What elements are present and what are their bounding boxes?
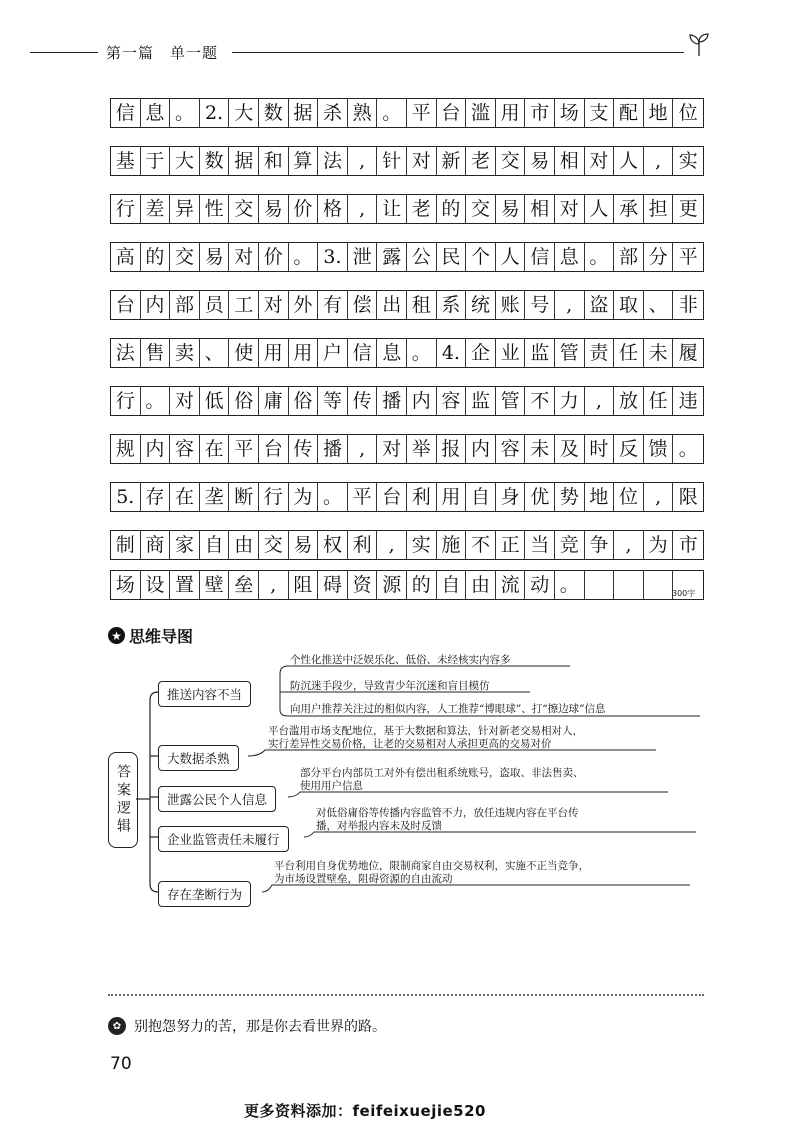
essay-cell: 传 bbox=[289, 435, 319, 463]
essay-cell: 资 bbox=[348, 571, 378, 599]
mindmap-root bbox=[108, 752, 138, 848]
essay-cell: 价 bbox=[259, 243, 289, 271]
mindmap-branch-push-content: 推送内容不当 bbox=[158, 681, 251, 707]
essay-cell: 场 bbox=[111, 571, 141, 599]
essay-cell: 信 bbox=[525, 243, 555, 271]
essay-cell: 、 bbox=[200, 339, 230, 367]
essay-row bbox=[110, 570, 704, 600]
essay-cell: 当 bbox=[525, 531, 555, 559]
essay-cell: 用 bbox=[496, 99, 526, 127]
essay-cell: 举 bbox=[407, 435, 437, 463]
essay-cell: 在 bbox=[200, 435, 230, 463]
essay-cell: 管 bbox=[555, 339, 585, 367]
essay-row bbox=[110, 482, 704, 512]
essay-cell: 熟 bbox=[348, 99, 378, 127]
mindmap-branch-privacy-leak: 泄露公民个人信息 bbox=[158, 786, 276, 812]
essay-cell: 对 bbox=[259, 291, 289, 319]
essay-cell: 据 bbox=[229, 147, 259, 175]
essay-cell: 3. bbox=[318, 243, 348, 271]
essay-cell: 易 bbox=[259, 195, 289, 223]
essay-row bbox=[110, 194, 704, 224]
essay-cell: 更 bbox=[678, 197, 698, 220]
essay-row bbox=[110, 290, 704, 320]
essay-cell: 自 bbox=[437, 571, 467, 599]
header-rule-right bbox=[232, 52, 684, 53]
essay-cell: 存 bbox=[141, 483, 171, 511]
essay-cell: 于 bbox=[141, 147, 171, 175]
essay-cell: 差 bbox=[141, 195, 171, 223]
essay-cell: 高 bbox=[111, 243, 141, 271]
essay-cell: 露 bbox=[377, 243, 407, 271]
essay-cell: 数 bbox=[200, 147, 230, 175]
page-header bbox=[0, 30, 800, 60]
essay-row bbox=[110, 434, 704, 464]
essay-cell: 施 bbox=[437, 531, 467, 559]
essay-cell: 。 bbox=[318, 483, 348, 511]
essay-cell: 播 bbox=[318, 435, 348, 463]
essay-cell: 限 bbox=[678, 485, 698, 508]
essay-cell: 容 bbox=[496, 435, 526, 463]
essay-cell: 民 bbox=[437, 243, 467, 271]
essay-cell: 碍 bbox=[318, 571, 348, 599]
essay-row bbox=[110, 242, 704, 272]
essay-cell: 息 bbox=[141, 99, 171, 127]
essay-cell: 违 bbox=[678, 389, 698, 412]
essay-cell: 及 bbox=[555, 435, 585, 463]
essay-cell: 用 bbox=[289, 339, 319, 367]
essay-cell: , bbox=[555, 291, 585, 319]
essay-cell: 场 bbox=[555, 99, 585, 127]
essay-cell: 法 bbox=[318, 147, 348, 175]
essay-cell: 平 bbox=[348, 483, 378, 511]
essay-cell: 任 bbox=[644, 387, 674, 415]
essay-cell: 据 bbox=[289, 99, 319, 127]
essay-cell: , bbox=[585, 387, 615, 415]
essay-cell bbox=[644, 571, 674, 599]
essay-cell: 力 bbox=[555, 387, 585, 415]
essay-cell: 卖 bbox=[170, 339, 200, 367]
essay-cell: 台 bbox=[437, 99, 467, 127]
essay-cell: 商 bbox=[141, 531, 171, 559]
essay-cell: 内 bbox=[466, 435, 496, 463]
essay-cell: 4. bbox=[437, 339, 467, 367]
essay-cell: 台 bbox=[111, 291, 141, 319]
essay-cell: 格 bbox=[318, 195, 348, 223]
essay-cell: 实 bbox=[678, 149, 698, 172]
essay-cell: 自 bbox=[200, 531, 230, 559]
essay-cell bbox=[614, 571, 644, 599]
essay-cell: 阻 bbox=[289, 571, 319, 599]
essay-cell: 号 bbox=[525, 291, 555, 319]
essay-cell: 身 bbox=[496, 483, 526, 511]
essay-cell: 对 bbox=[407, 147, 437, 175]
essay-cell: 部 bbox=[170, 291, 200, 319]
essay-cell: 为 bbox=[644, 531, 674, 559]
essay-cell: 地 bbox=[644, 99, 674, 127]
essay-row bbox=[110, 386, 704, 416]
essay-cell: 不 bbox=[466, 531, 496, 559]
essay-cell: 。 bbox=[555, 571, 585, 599]
essay-cell: 、 bbox=[644, 291, 674, 319]
essay-cell: 统 bbox=[466, 291, 496, 319]
essay-cell: 垒 bbox=[229, 571, 259, 599]
essay-cell: 。 bbox=[141, 387, 171, 415]
essay-cell: , bbox=[644, 147, 674, 175]
essay-cell: 未 bbox=[644, 339, 674, 367]
essay-cell: 和 bbox=[259, 147, 289, 175]
essay-cell: 售 bbox=[141, 339, 171, 367]
essay-cell: 流 bbox=[496, 571, 526, 599]
essay-cell: 对 bbox=[585, 147, 615, 175]
essay-cell: 利 bbox=[348, 531, 378, 559]
essay-cell: 交 bbox=[259, 531, 289, 559]
essay-cell: 的 bbox=[141, 243, 171, 271]
essay-cell: 2. bbox=[200, 99, 230, 127]
essay-cell: 优 bbox=[525, 483, 555, 511]
essay-cell: 设 bbox=[141, 571, 171, 599]
essay-cell: 。 bbox=[585, 243, 615, 271]
word-count: 300字 bbox=[672, 589, 696, 598]
essay-cell: 基 bbox=[111, 147, 141, 175]
essay-cell: 自 bbox=[466, 483, 496, 511]
essay-cell: 交 bbox=[170, 243, 200, 271]
essay-cell: 承 bbox=[614, 195, 644, 223]
essay-cell: 壁 bbox=[200, 571, 230, 599]
mindmap-detail: 实行差异性交易价格，让老的交易相对人承担更高的交易对价 bbox=[268, 738, 552, 750]
essay-cell: 价 bbox=[289, 195, 319, 223]
essay-cell: 俗 bbox=[229, 387, 259, 415]
essay-cell: 担 bbox=[644, 195, 674, 223]
essay-cell: 家 bbox=[170, 531, 200, 559]
essay-cell: 数 bbox=[259, 99, 289, 127]
mindmap-detail: 为市场设置壁垒，阻碍资源的自由流动 bbox=[274, 873, 453, 885]
mindmap-detail: 对低俗庸俗等传播内容监管不力，放任违规内容在平台传 bbox=[316, 807, 579, 819]
essay-cell: 报 bbox=[437, 435, 467, 463]
star-badge-icon: ★ bbox=[108, 627, 125, 644]
essay-cell: 。 bbox=[678, 437, 698, 460]
mindmap-title: 思维导图 bbox=[129, 627, 194, 646]
essay-cell: 异 bbox=[170, 195, 200, 223]
essay-cell: 。 bbox=[289, 243, 319, 271]
essay-cell: 出 bbox=[377, 291, 407, 319]
essay-cell: 行 bbox=[111, 195, 141, 223]
essay-cell: 竞 bbox=[555, 531, 585, 559]
essay-cell: 动 bbox=[525, 571, 555, 599]
essay-cell: 配 bbox=[614, 99, 644, 127]
essay-cell: 偿 bbox=[348, 291, 378, 319]
essay-cell: 人 bbox=[585, 195, 615, 223]
essay-cell: 传 bbox=[348, 387, 378, 415]
essay-cell: 人 bbox=[496, 243, 526, 271]
essay-cell: , bbox=[348, 147, 378, 175]
essay-cell: 任 bbox=[614, 339, 644, 367]
essay-cell: 为 bbox=[289, 483, 319, 511]
essay-cell: 易 bbox=[289, 531, 319, 559]
essay-cell: 俗 bbox=[289, 387, 319, 415]
essay-cell: 算 bbox=[289, 147, 319, 175]
essay-cell: 庸 bbox=[259, 387, 289, 415]
essay-cell: 市 bbox=[525, 99, 555, 127]
essay-cell: 。 bbox=[377, 99, 407, 127]
mindmap-branch-monopoly: 存在垄断行为 bbox=[158, 881, 251, 907]
essay-cell: 位 bbox=[678, 101, 698, 124]
header-rule-left bbox=[30, 52, 98, 53]
essay-cell: 部 bbox=[614, 243, 644, 271]
essay-cell: 内 bbox=[407, 387, 437, 415]
essay-cell: 易 bbox=[200, 243, 230, 271]
mindmap-root-text: 答案逻辑 bbox=[115, 764, 131, 836]
essay-cell: 取 bbox=[614, 291, 644, 319]
essay-cell: 系 bbox=[437, 291, 467, 319]
motto bbox=[108, 1016, 386, 1036]
essay-cell: 争 bbox=[585, 531, 615, 559]
dotted-divider bbox=[108, 994, 704, 996]
mindmap-detail: 平台利用自身优势地位，限制商家自由交易权利，实施不正当竞争， bbox=[274, 860, 589, 872]
essay-cell: 放 bbox=[614, 387, 644, 415]
essay-cell: 由 bbox=[229, 531, 259, 559]
essay-cell: 台 bbox=[377, 483, 407, 511]
essay-cell: 。 bbox=[170, 99, 200, 127]
essay-cell: 信 bbox=[348, 339, 378, 367]
essay-cell: 势 bbox=[555, 483, 585, 511]
essay-cell: 台 bbox=[259, 435, 289, 463]
essay-cell: 老 bbox=[407, 195, 437, 223]
essay-cell: 泄 bbox=[348, 243, 378, 271]
mindmap-detail: 防沉迷手段少，导致青少年沉迷和盲目模仿 bbox=[290, 680, 490, 692]
essay-cell: 用 bbox=[259, 339, 289, 367]
essay-cell: 信 bbox=[111, 99, 141, 127]
essay-cell: 大 bbox=[170, 147, 200, 175]
essay-cell: 对 bbox=[555, 195, 585, 223]
essay-cell: 外 bbox=[289, 291, 319, 319]
essay-cell: , bbox=[259, 571, 289, 599]
essay-cell: 平 bbox=[678, 245, 698, 268]
essay-cell: 平 bbox=[407, 99, 437, 127]
essay-cell: 分 bbox=[644, 243, 674, 271]
essay-cell: 行 bbox=[111, 387, 141, 415]
essay-cell: , bbox=[377, 531, 407, 559]
mindmap-detail: 使用用户信息 bbox=[300, 780, 363, 792]
essay-cell: 源 bbox=[377, 571, 407, 599]
essay-cell: 5. bbox=[111, 483, 141, 511]
essay-cell: 交 bbox=[466, 195, 496, 223]
essay-cell: 户 bbox=[318, 339, 348, 367]
essay-cell: 由 bbox=[466, 571, 496, 599]
essay-cell: 对 bbox=[170, 387, 200, 415]
mindmap-detail: 平台滥用市场支配地位，基于大数据和算法，针对新老交易相对人， bbox=[268, 725, 583, 737]
mindmap-branch-big-data: 大数据杀熟 bbox=[158, 745, 239, 771]
essay-cell: 位 bbox=[614, 483, 644, 511]
mindmap-detail: 播，对举报内容未及时反馈 bbox=[316, 820, 442, 832]
essay-cell bbox=[585, 571, 615, 599]
essay-cell: 权 bbox=[318, 531, 348, 559]
essay-cell: 制 bbox=[111, 531, 141, 559]
essay-cell: 易 bbox=[496, 195, 526, 223]
essay-cell: 法 bbox=[111, 339, 141, 367]
essay-cell: 。 bbox=[407, 339, 437, 367]
essay-cell: 平 bbox=[229, 435, 259, 463]
footer-note: 更多资料添加：feifeixuejie520 bbox=[244, 1102, 486, 1120]
essay-cell: 履 bbox=[678, 341, 698, 364]
essay-cell: 播 bbox=[377, 387, 407, 415]
essay-cell: 低 bbox=[200, 387, 230, 415]
essay-cell: 对 bbox=[229, 243, 259, 271]
essay-cell: 老 bbox=[466, 147, 496, 175]
mindmap-detail: 个性化推送中泛娱乐化、低俗、未经核实内容多 bbox=[290, 654, 511, 666]
essay-cell: 大 bbox=[229, 99, 259, 127]
essay-cell: 市 bbox=[678, 533, 698, 556]
essay-cell: 内 bbox=[141, 435, 171, 463]
sprout-icon bbox=[686, 32, 712, 58]
mindmap-heading bbox=[108, 624, 193, 647]
essay-cell: 交 bbox=[229, 195, 259, 223]
essay-cell: 相 bbox=[525, 195, 555, 223]
essay-row bbox=[110, 530, 704, 560]
essay-cell: 监 bbox=[466, 387, 496, 415]
essay-cell: 工 bbox=[229, 291, 259, 319]
essay-cell: 垄 bbox=[200, 483, 230, 511]
essay-cell: 支 bbox=[585, 99, 615, 127]
essay-cell: 人 bbox=[614, 147, 644, 175]
mindmap-branch-supervision: 企业监管责任未履行 bbox=[158, 826, 289, 852]
section-title: 第一篇 单一题 bbox=[106, 44, 219, 62]
essay-cell: 未 bbox=[525, 435, 555, 463]
essay-cell: 责 bbox=[585, 339, 615, 367]
essay-cell: 断 bbox=[229, 483, 259, 511]
essay-cell: 新 bbox=[437, 147, 467, 175]
essay-cell: 息 bbox=[555, 243, 585, 271]
essay-cell: 的 bbox=[407, 571, 437, 599]
essay-cell: 性 bbox=[200, 195, 230, 223]
essay-cell: 滥 bbox=[466, 99, 496, 127]
essay-cell: 息 bbox=[377, 339, 407, 367]
essay-cell: 馈 bbox=[644, 435, 674, 463]
essay-cell: 置 bbox=[170, 571, 200, 599]
essay-cell: 反 bbox=[614, 435, 644, 463]
essay-cell: 企 bbox=[466, 339, 496, 367]
essay-cell: 易 bbox=[525, 147, 555, 175]
essay-cell: , bbox=[614, 531, 644, 559]
essay-cell: 地 bbox=[585, 483, 615, 511]
essay-cell: , bbox=[348, 435, 378, 463]
essay-cell: 盗 bbox=[585, 291, 615, 319]
essay-cell: 用 bbox=[437, 483, 467, 511]
essay-cell: , bbox=[348, 195, 378, 223]
essay-row bbox=[110, 338, 704, 368]
essay-cell: 有 bbox=[318, 291, 348, 319]
essay-cell: , bbox=[644, 483, 674, 511]
essay-cell: 内 bbox=[141, 291, 171, 319]
essay-cell: 规 bbox=[111, 435, 141, 463]
essay-cell: 账 bbox=[496, 291, 526, 319]
essay-cell: 的 bbox=[437, 195, 467, 223]
essay-cell: 在 bbox=[170, 483, 200, 511]
essay-cell: 对 bbox=[377, 435, 407, 463]
essay-cell: 针 bbox=[377, 147, 407, 175]
essay-cell: 容 bbox=[170, 435, 200, 463]
essay-cell: 利 bbox=[407, 483, 437, 511]
essay-row bbox=[110, 98, 704, 128]
motto-text: 别抱怨努力的苦，那是你去看世界的路。 bbox=[134, 1019, 386, 1035]
page-number: 70 bbox=[110, 1054, 132, 1074]
essay-cell: 员 bbox=[200, 291, 230, 319]
essay-cell: 不 bbox=[525, 387, 555, 415]
essay-cell: 时 bbox=[585, 435, 615, 463]
essay-cell: 行 bbox=[259, 483, 289, 511]
essay-cell: 公 bbox=[407, 243, 437, 271]
essay-cell: 租 bbox=[407, 291, 437, 319]
essay-cell: 容 bbox=[437, 387, 467, 415]
essay-cell: 非 bbox=[678, 293, 698, 316]
mindmap bbox=[100, 652, 710, 910]
essay-cell: 正 bbox=[496, 531, 526, 559]
mindmap-detail: 向用户推荐关注过的相似内容，人工推荐“博眼球”、打“擦边球”信息 bbox=[290, 703, 606, 715]
essay-cell: 相 bbox=[555, 147, 585, 175]
essay-cell: 管 bbox=[496, 387, 526, 415]
essay-cell: 业 bbox=[496, 339, 526, 367]
mindmap-detail: 部分平台内部员工对外有偿出租系统账号，盗取、非法售卖、 bbox=[300, 767, 584, 779]
essay-cell: 让 bbox=[377, 195, 407, 223]
essay-cell: 个 bbox=[466, 243, 496, 271]
essay-cell: 监 bbox=[525, 339, 555, 367]
essay-row bbox=[110, 146, 704, 176]
essay-cell: 杀 bbox=[318, 99, 348, 127]
essay-cell: 交 bbox=[496, 147, 526, 175]
sprout-badge-icon: ✿ bbox=[108, 1017, 126, 1035]
essay-cell: 实 bbox=[407, 531, 437, 559]
essay-cell: 使 bbox=[229, 339, 259, 367]
essay-cell: 等 bbox=[318, 387, 348, 415]
